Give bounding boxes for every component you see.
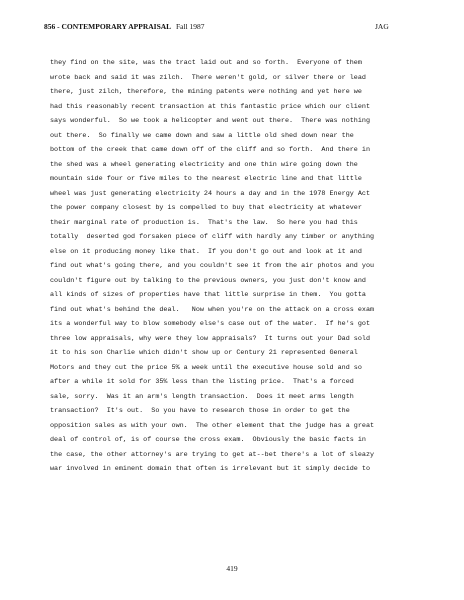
body-line: there, just zilch, therefore, the mining patents were nothing and yet here we [50, 88, 362, 96]
body-line: the power company closest by is compelled to buy that electricity at whatever [50, 204, 362, 212]
body-line: three low appraisals, why were they low appraisals? It turns out your Dad sold [50, 334, 371, 343]
body-line: all kinds of sizes of properties have that little surprise in them. You gotta [50, 291, 366, 299]
body-line: find out what's behind the deal. Now when you're on the attack on a cross exam [50, 305, 375, 314]
body-line: their marginal rate of production is. That's the law. So here you had this [50, 218, 358, 227]
body-line: wrote back and said it was zilch. There weren't gold, or silver there or lead [50, 73, 366, 82]
body-line: couldn't figure out by talking to the previous owners, you just don't know and [50, 276, 366, 285]
body-line: wheel was just generating electricity 24 hours a day and in the 1978 Energy Act [50, 189, 371, 198]
page-number: 419 [226, 564, 238, 573]
body-line: its a wonderful way to blow somebody else's case out of the water. If he's got [50, 320, 371, 328]
body-line: had this reasonably recent transaction at this fantastic price which our client [50, 102, 371, 111]
body-line: mountain side four or five miles to the nearest electric line and that little [50, 175, 362, 183]
body-line: sale, sorry. Was it an arm's length transaction. Does it meet arms length [50, 392, 354, 401]
body-line: they find on the site, was the tract laid out and so forth. Everyone of them [50, 59, 362, 67]
journal-title: 856 - CONTEMPORARY APPRAISAL [44, 22, 172, 31]
body-line: find out what's going there, and you couldn't see it from the air photos and you [50, 262, 375, 270]
body-line: out there. So finally we came down and saw a little old shed down near the [50, 131, 354, 140]
body-line: says wonderful. So we took a helicopter and went out there. There was nothing [50, 117, 371, 125]
body-line: bottom of the creek that came down off of the cliff and so forth. And there in [50, 146, 371, 154]
body-line: the case, the other attorney's are trying to get at--bet there's a lot of sleazy [50, 450, 375, 459]
body-line: Motors and they cut the price 5% a week until the executive house sold and so [50, 363, 362, 372]
issue-date: Fall 1987 [176, 22, 205, 31]
body-line: the shed was a wheel generating electricity and one thin wire going down the [50, 160, 358, 169]
transcript-body [50, 56, 440, 477]
body-line: opposition sales as with your own. The other element that the judge has a great [50, 421, 375, 430]
body-line: deal of control of, is of course the cross exam. Obviously the basic facts in [50, 436, 366, 444]
body-line: it to his son Charlie which didn't show up or Century 21 represented General [50, 349, 358, 357]
body-line: after a while it sold for 35% less than the listing price. That's a forced [50, 378, 354, 386]
running-header [44, 22, 420, 34]
body-line: else on it producing money like that. If you don't go out and look at it and [50, 247, 362, 256]
author-initials: JAG [375, 22, 389, 31]
body-line: transaction? It's out. So you have to research those in order to get the [50, 407, 350, 415]
body-line: war involved in eminent domain that often is irrelevant but it simply decide to [50, 465, 371, 473]
body-line: totally deserted god forsaken piece of cliff with hardly any timber or anything [50, 233, 375, 241]
